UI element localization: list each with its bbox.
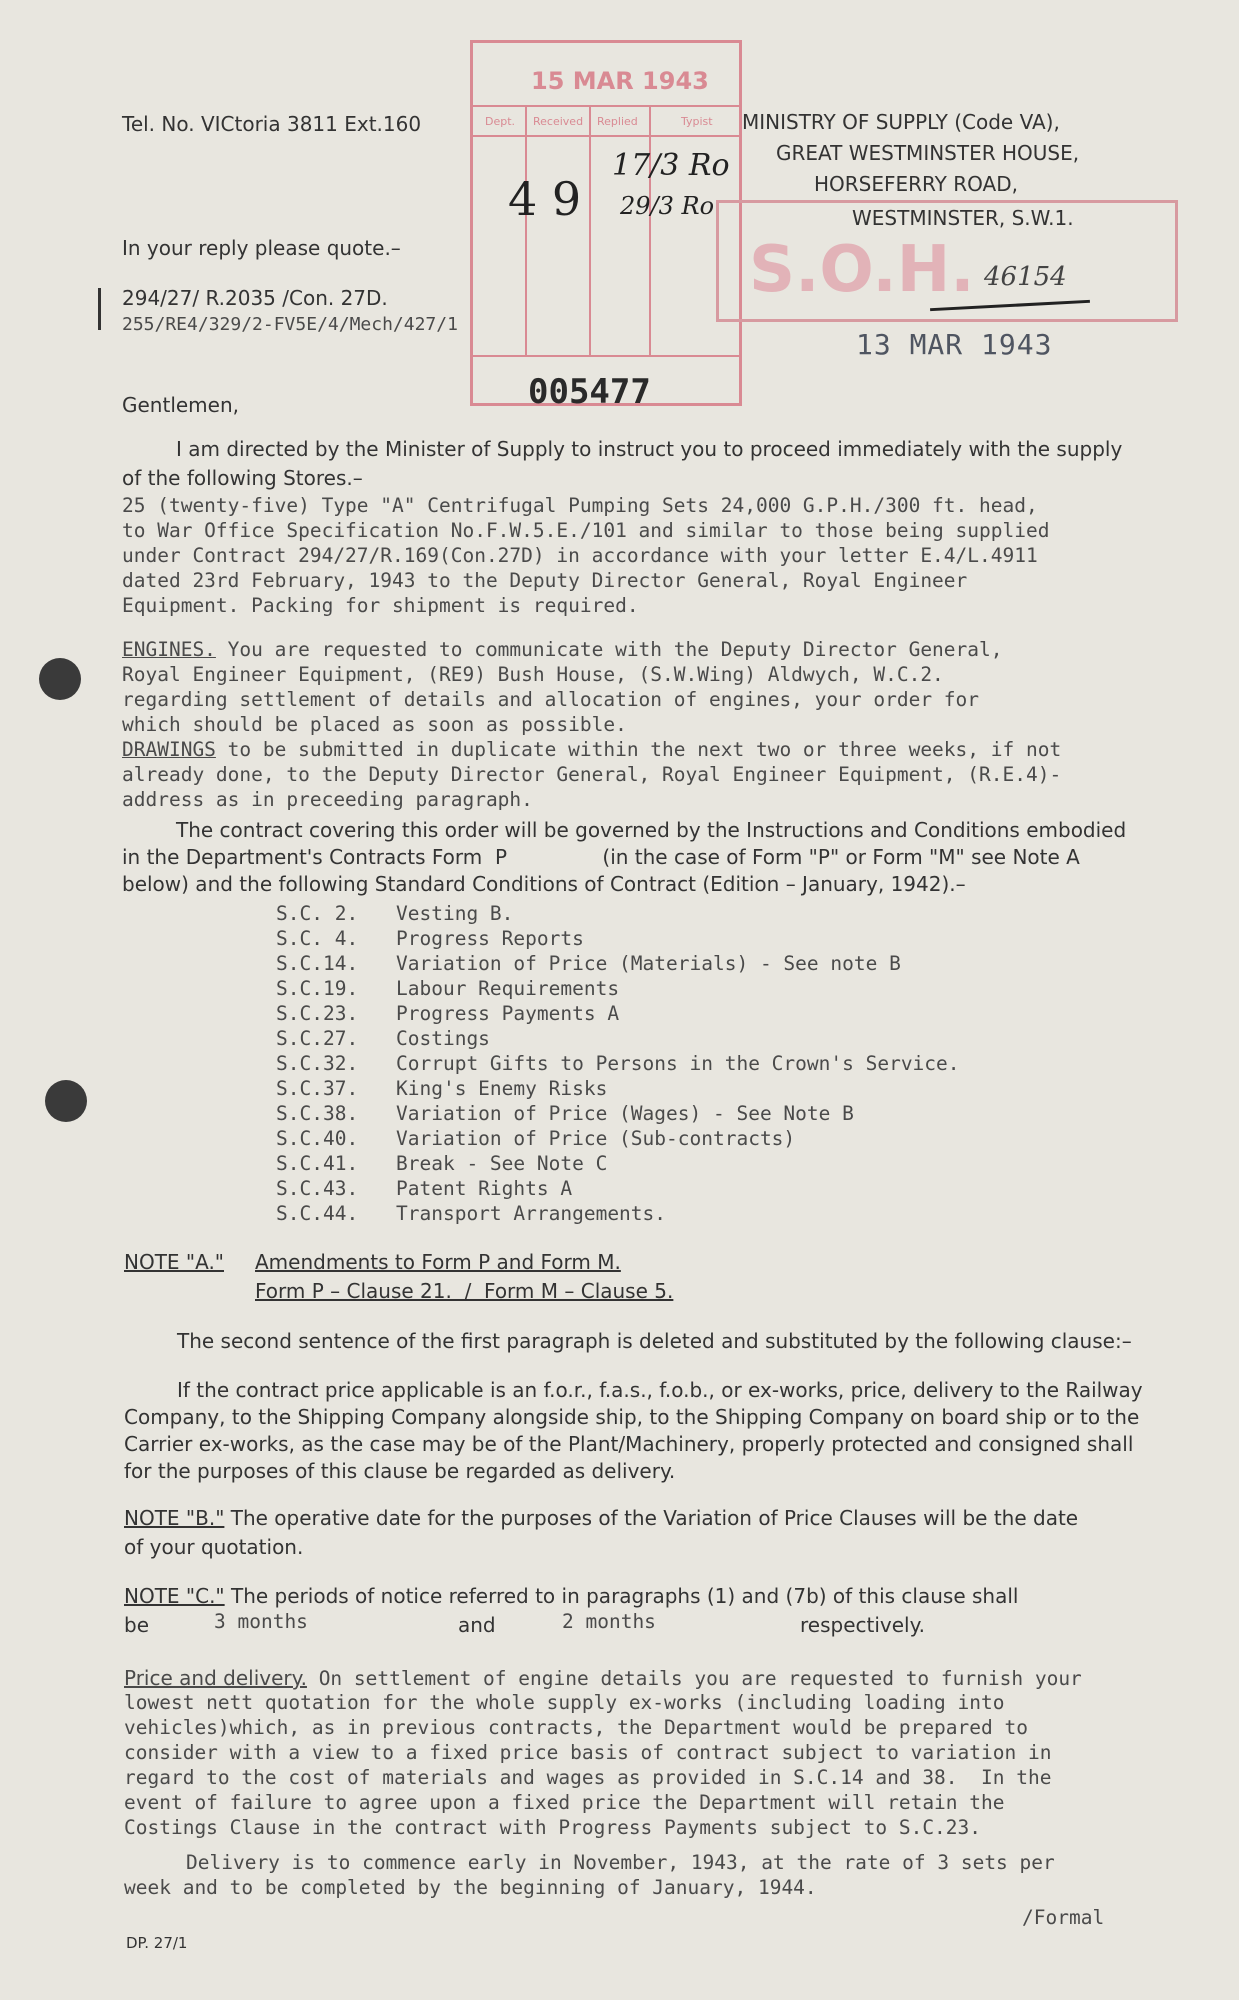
- condition-text: Vesting B.: [396, 902, 514, 925]
- stores-line-1: 25 (twenty-five) Type "A" Centrifugal Pumping Sets 24,000 G.P.H./300 ft. head,: [122, 494, 1038, 517]
- condition-code: S.C.40.: [276, 1127, 359, 1150]
- note-c-text: The periods of notice referred to in paragraphs (1) and (7b) of this clause shall: [224, 1584, 1019, 1608]
- salutation: Gentlemen,: [122, 393, 240, 417]
- condition-code: S.C. 4.: [276, 927, 359, 950]
- note-a-title-1: Amendments to Form P and Form M.: [255, 1250, 621, 1274]
- condition-code: S.C.23.: [276, 1002, 359, 1025]
- condition-text: Variation of Price (Materials) - See note B: [396, 952, 901, 975]
- address-line-2: GREAT WESTMINSTER HOUSE,: [776, 141, 1080, 165]
- note-c-value-1: 3 months: [214, 1610, 308, 1633]
- condition-code: S.C.27.: [276, 1027, 359, 1050]
- condition-text: Progress Payments A: [396, 1002, 620, 1025]
- next-page-catchword: /Formal: [1022, 1906, 1105, 1929]
- price-label: Price and delivery.: [124, 1666, 307, 1690]
- stamp-col-dept: Dept.: [485, 115, 516, 128]
- soh-stamp-text: S.O.H.: [749, 233, 975, 307]
- stamp-col-received: Received: [533, 115, 584, 128]
- condition-code: S.C.14.: [276, 952, 359, 975]
- note-a-clause-2: Company, to the Shipping Company alongside ship, to the Shipping Company on board ship or to the: [124, 1405, 1140, 1429]
- condition-text: Patent Rights A: [396, 1177, 573, 1200]
- price-line-4: consider with a view to a fixed price basis of contract subject to variation in: [124, 1741, 1052, 1764]
- contract-line-1: The contract covering this order will be governed by the Instructions and Conditions embodied: [176, 818, 1127, 842]
- contract-line-3: below) and the following Standard Conditions of Contract (Edition – January, 1942).–: [122, 872, 966, 896]
- engines-label: ENGINES.: [122, 638, 216, 661]
- note-a-title-2: Form P – Clause 21. / Form M – Clause 5.: [255, 1279, 674, 1303]
- engines-line-2: Royal Engineer Equipment, (RE9) Bush House, (S.W.Wing) Aldwych, W.C.2.: [122, 663, 944, 686]
- note-a-clause-4: for the purposes of this clause be regarded as delivery.: [124, 1459, 676, 1483]
- note-c-respectively: respectively.: [800, 1613, 925, 1637]
- note-c-be: be: [124, 1613, 149, 1637]
- drawings-line-1: [122, 738, 1061, 761]
- condition-code: S.C.43.: [276, 1177, 359, 1200]
- contract-line-2: in the Department's Contracts Form P (in the case of Form "P" or Form "M" see Note A: [122, 845, 1080, 869]
- condition-code: S.C.44.: [276, 1202, 359, 1225]
- stamp-col-replied: Replied: [597, 115, 638, 128]
- engines-line-1: [122, 638, 1003, 661]
- engines-line-3: regarding settlement of details and allocation of engines, your order for: [122, 688, 980, 711]
- condition-code: S.C.41.: [276, 1152, 359, 1175]
- price-line-5: regard to the cost of materials and wages as provided in S.C.14 and 38. In the: [124, 1766, 1052, 1789]
- delivery-line-1: Delivery is to commence early in November, 1943, at the rate of 3 sets per: [186, 1851, 1055, 1874]
- price-text: On settlement of engine details you are requested to furnish your: [306, 1667, 1082, 1690]
- condition-text: Variation of Price (Sub-contracts): [396, 1127, 796, 1150]
- condition-code: S.C. 2.: [276, 902, 359, 925]
- price-line-2: lowest nett quotation for the whole supply ex-works (including loading into: [124, 1691, 1005, 1714]
- note-c-label: NOTE "C.": [124, 1584, 225, 1608]
- drawings-line-2: already done, to the Deputy Director General, Royal Engineer Equipment, (R.E.4)-: [122, 763, 1062, 786]
- note-a-clause-3: Carrier ex-works, as the case may be of the Plant/Machinery, properly protected and consigned shall: [124, 1432, 1134, 1456]
- address-line-3: HORSEFERRY ROAD,: [814, 172, 1018, 196]
- stores-line-5: Equipment. Packing for shipment is required.: [122, 594, 639, 617]
- price-line-3: vehicles)which, as in previous contracts, the Department would be prepared to: [124, 1716, 1028, 1739]
- reference-line-2: 255/RE4/329/2-FV5E/4/Mech/427/1: [122, 314, 458, 335]
- note-b-line-1: [124, 1506, 1078, 1530]
- form-number: DP. 27/1: [126, 1934, 188, 1952]
- serial-number: 005477: [528, 372, 651, 412]
- condition-text: Costings: [396, 1027, 490, 1050]
- handwritten-initials-1: 17/3 Ro: [612, 148, 730, 183]
- condition-code: S.C.19.: [276, 977, 359, 1000]
- note-c-and: and: [458, 1613, 496, 1637]
- note-a-clause-1: If the contract price applicable is an f.o.r., f.a.s., f.o.b., or ex-works, price, delivery to the Railway: [177, 1378, 1143, 1402]
- intro-line-2: of the following Stores.–: [122, 466, 363, 490]
- condition-text: Labour Requirements: [396, 977, 620, 1000]
- note-a-label: NOTE "A.": [124, 1250, 224, 1274]
- handwritten-initials-2: 29/3 Ro: [620, 192, 715, 220]
- condition-code: S.C.38.: [276, 1102, 359, 1125]
- engines-text: You are requested to communicate with the Deputy Director General,: [215, 638, 1003, 661]
- condition-text: Transport Arrangements.: [396, 1202, 667, 1225]
- stamp-col-typist: Typist: [681, 115, 713, 128]
- note-c-value-2: 2 months: [562, 1610, 656, 1633]
- stores-line-2: to War Office Specification No.F.W.5.E./101 and similar to those being supplied: [122, 519, 1050, 542]
- telephone-number: Tel. No. VICtoria 3811 Ext.160: [122, 112, 422, 136]
- address-line-4: WESTMINSTER, S.W.1.: [852, 206, 1074, 230]
- condition-text: King's Enemy Risks: [396, 1077, 608, 1100]
- received-stamp-date: 15 MAR 1943: [531, 67, 709, 95]
- drawings-label: DRAWINGS: [122, 738, 216, 761]
- reply-quote-label: In your reply please quote.–: [122, 236, 401, 260]
- reference-line-1: 294/27/ R.2035 /Con. 27D.: [122, 286, 388, 310]
- price-line-7: Costings Clause in the contract with Progress Payments subject to S.C.23.: [124, 1816, 982, 1839]
- note-b-line-2: of your quotation.: [124, 1535, 304, 1559]
- condition-text: Variation of Price (Wages) - See Note B: [396, 1102, 854, 1125]
- handwritten-number: 4 9: [508, 172, 582, 226]
- condition-text: Break - See Note C: [396, 1152, 608, 1175]
- note-b-text: The operative date for the purposes of the Variation of Price Clauses will be the date: [224, 1506, 1079, 1530]
- stores-line-3: under Contract 294/27/R.169(Con.27D) in accordance with your letter E.4/L.4911: [122, 544, 1038, 567]
- punch-hole-bottom: [45, 1080, 87, 1122]
- punch-hole-top: [39, 658, 81, 700]
- address-line-1: MINISTRY OF SUPPLY (Code VA),: [742, 110, 1060, 134]
- engines-line-4: which should be placed as soon as possible.: [122, 713, 627, 736]
- intro-line-1: I am directed by the Minister of Supply to instruct you to proceed immediately with the supply: [176, 437, 1123, 461]
- stores-line-4: dated 23rd February, 1943 to the Deputy Director General, Royal Engineer: [122, 569, 968, 592]
- note-a-sentence: The second sentence of the first paragraph is deleted and substituted by the following clause:–: [177, 1329, 1132, 1353]
- handwritten-reference: 46154: [984, 262, 1067, 292]
- condition-code: S.C.37.: [276, 1077, 359, 1100]
- delivery-line-2: week and to be completed by the beginning of January, 1944.: [124, 1876, 817, 1899]
- condition-code: S.C.32.: [276, 1052, 359, 1075]
- note-c-line-1: [124, 1584, 1018, 1608]
- note-b-label: NOTE "B.": [124, 1506, 225, 1530]
- drawings-text: to be submitted in duplicate within the next two or three weeks, if not: [215, 738, 1062, 761]
- condition-text: Progress Reports: [396, 927, 584, 950]
- date-stamp: 13 MAR 1943: [856, 328, 1053, 361]
- price-line-1: [124, 1666, 1082, 1690]
- price-line-6: event of failure to agree upon a fixed price the Department will retain the: [124, 1791, 1005, 1814]
- condition-text: Corrupt Gifts to Persons in the Crown's Service.: [396, 1052, 960, 1075]
- drawings-line-3: address as in preceeding paragraph.: [122, 788, 533, 811]
- margin-mark: [98, 288, 101, 330]
